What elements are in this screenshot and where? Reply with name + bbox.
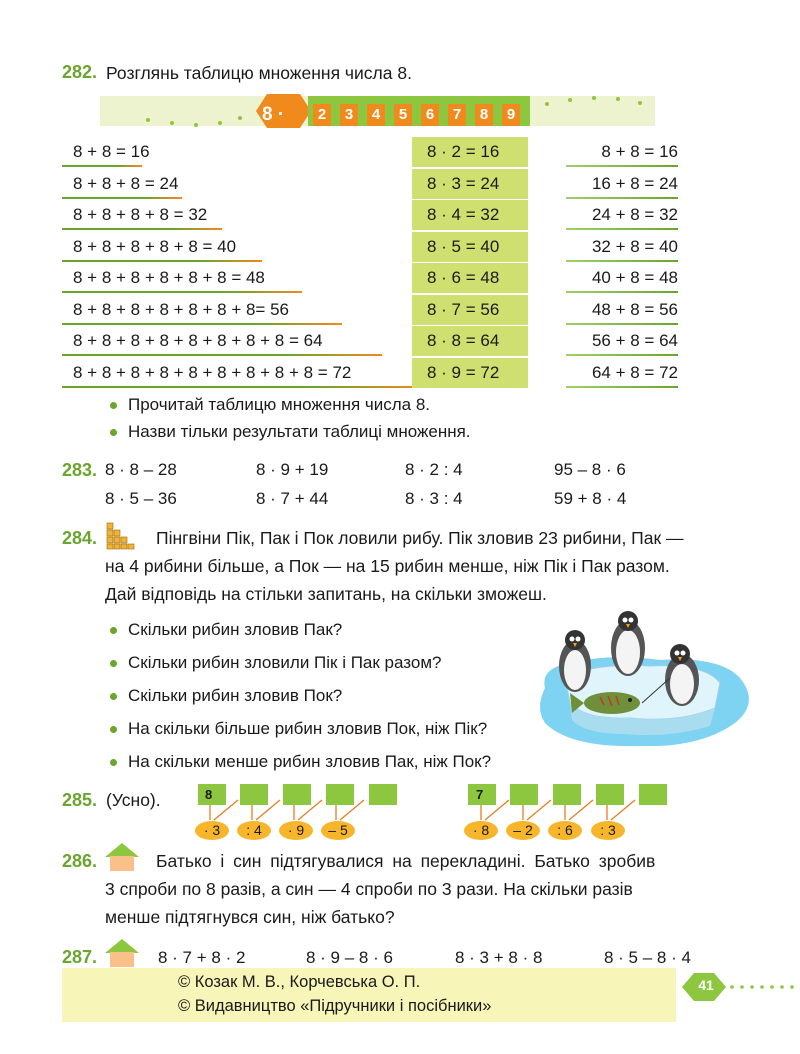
operation-oval: · 3 [195, 821, 229, 840]
exercise-number: 287. [62, 947, 98, 967]
row-underline [62, 386, 422, 388]
multiplication-row: 8 · 4 = 32 [427, 205, 500, 224]
addition-row: 8 + 8 + 8 + 8 + 8 + 8 + 8= 56 [73, 299, 289, 319]
step-addition-row: 48 + 8 = 56 [591, 299, 678, 319]
step-addition-row: 56 + 8 = 64 [591, 331, 678, 350]
copyright-authors: © Козак М. В., Корчевська О. П. [178, 973, 421, 991]
expression: 8 · 9 – 8 · 6 [306, 948, 393, 967]
answer-box[interactable] [326, 784, 354, 805]
header-digit-cell: 7 [448, 104, 466, 126]
expression: 95 – 8 · 6 [554, 460, 626, 479]
chain-start-value: 7 [476, 787, 484, 802]
multiplication-row: 8 · 7 = 56 [427, 299, 500, 319]
step-addition-row: 24 + 8 = 32 [591, 205, 678, 224]
row-underline [566, 228, 678, 230]
expression: 8 · 2 : 4 [405, 460, 463, 479]
question-text: Скільки рибин зловив Пак? [128, 620, 343, 639]
expression: 8 · 8 – 28 [105, 460, 177, 479]
expression: 8 · 7 + 44 [256, 489, 329, 508]
question-text: На скільки більше рибин зловив Пок, ніж Пік? [128, 719, 488, 738]
row-underline [62, 165, 142, 167]
operation-oval: – 5 [321, 821, 355, 840]
operation-oval: · 9 [279, 821, 313, 840]
operation-oval: · 8 [464, 821, 498, 840]
header-multiplier: 8 · [262, 104, 285, 125]
addition-row: 8 + 8 = 16 [73, 142, 150, 161]
bullet-icon [110, 627, 117, 634]
expression: 8 · 5 – 8 · 4 [604, 948, 691, 967]
operation-oval: – 2 [506, 821, 540, 840]
row-underline [62, 291, 302, 293]
row-underline [62, 354, 382, 356]
exercise-number: 285. [62, 790, 98, 810]
header-digit-cell: 8 [475, 104, 493, 126]
problem-text: на 4 рибини більше, а Пок — на 15 рибин менше, ніж Пік і Пак разом. [105, 556, 670, 576]
answer-box[interactable] [553, 784, 581, 805]
addition-row: 8 + 8 + 8 = 24 [73, 173, 179, 193]
answer-box[interactable] [240, 784, 268, 805]
answer-box[interactable] [639, 784, 667, 805]
answer-box[interactable] [596, 784, 624, 805]
header-digit-cell: 3 [340, 104, 358, 126]
exercise-number: 283. [62, 460, 98, 480]
bullet-icon [110, 693, 117, 700]
addition-row: 8 + 8 + 8 + 8 + 8 + 8 + 8 + 8 = 64 [73, 331, 323, 350]
answer-box[interactable] [283, 784, 311, 805]
step-addition-row: 64 + 8 = 72 [591, 362, 678, 382]
operation-oval: : 6 [548, 821, 582, 840]
row-underline [566, 291, 678, 293]
multiplication-row: 8 · 3 = 24 [427, 173, 500, 193]
row-underline [566, 323, 678, 325]
header-digit-cell: 2 [313, 104, 331, 126]
row-underline [566, 386, 678, 388]
multiplication-row: 8 · 6 = 48 [427, 268, 500, 287]
copyright-publisher: © Видавництво «Підручники і посібники» [178, 997, 492, 1015]
step-addition-row: 40 + 8 = 48 [591, 268, 678, 287]
header-digit-cell: 5 [394, 104, 412, 126]
step-addition-row: 8 + 8 = 16 [601, 142, 678, 161]
exercise-number: 282. [62, 62, 98, 82]
page-number: 41 [698, 977, 714, 993]
row-underline [566, 260, 678, 262]
row-underline [62, 228, 222, 230]
header-digit-cell: 6 [421, 104, 439, 126]
exercise-title: Розглянь таблицю множення числа 8. [106, 63, 412, 83]
addition-row: 8 + 8 + 8 + 8 + 8 + 8 + 8 + 8 + 8 = 72 [73, 362, 352, 382]
multiplication-row: 8 · 8 = 64 [427, 331, 500, 350]
penguins-illustration [530, 608, 770, 758]
question-text: Скільки рибин зловили Пік і Пак разом? [128, 653, 442, 672]
question-text: Скільки рибин зловив Пок? [128, 686, 343, 705]
answer-box[interactable] [369, 784, 397, 805]
bullet-icon [110, 429, 117, 436]
row-underline [62, 260, 262, 262]
row-underline [566, 197, 678, 199]
multiplication-row: 8 · 2 = 16 [427, 142, 500, 161]
exercise-note: (Усно). [106, 790, 161, 810]
bullet-text: Прочитай таблицю множення числа 8. [128, 395, 431, 414]
chain-start-box [468, 784, 496, 805]
addition-row: 8 + 8 + 8 + 8 + 8 = 40 [73, 236, 237, 256]
row-underline [566, 165, 678, 167]
step-addition-row: 32 + 8 = 40 [591, 236, 678, 256]
expression: 8 · 7 + 8 · 2 [158, 948, 246, 967]
problem-text: Дай відповідь на стільки запитань, на скільки зможеш. [105, 584, 547, 604]
bullet-icon [110, 759, 117, 766]
addition-row: 8 + 8 + 8 + 8 = 32 [73, 205, 208, 224]
blocks-icon [106, 522, 140, 550]
expression: 8 · 5 – 36 [105, 489, 177, 508]
row-underline [566, 354, 678, 356]
bullet-icon [110, 726, 117, 733]
addition-row: 8 + 8 + 8 + 8 + 8 + 8 = 48 [73, 268, 265, 287]
problem-text: Батько і син підтягувалися на перекладині. Батько зробив [156, 851, 656, 871]
operation-oval: : 3 [591, 821, 625, 840]
bullet-icon [110, 402, 117, 409]
header-digit-cell: 4 [367, 104, 385, 126]
problem-text: менше підтягнувся син, ніж батько? [105, 907, 395, 927]
chain-start-value: 8 [205, 787, 213, 802]
question-text: На скільки менше рибин зловив Пак, ніж Пок? [128, 752, 492, 771]
row-underline [62, 197, 182, 199]
exercise-number: 286. [62, 851, 98, 871]
expression: 59 + 8 · 4 [554, 489, 627, 508]
house-icon [104, 938, 140, 968]
problem-text: Пінгвіни Пік, Пак і Пок ловили рибу. Пік зловив 23 рибини, Пак — [156, 528, 684, 548]
expression: 8 · 3 + 8 · 8 [455, 948, 543, 967]
operation-oval: : 4 [237, 821, 271, 840]
exercise-number: 284. [62, 528, 98, 548]
row-underline [62, 323, 342, 325]
chain-start-box [198, 784, 226, 805]
header-digit-cell: 9 [502, 104, 520, 126]
house-icon [104, 842, 140, 872]
problem-text: 3 спроби по 8 разів, а син — 4 спроби по 3 рази. На скільки разів [105, 879, 633, 899]
bullet-icon [110, 660, 117, 667]
multiplication-row: 8 · 5 = 40 [427, 236, 500, 256]
step-addition-row: 16 + 8 = 24 [591, 173, 678, 193]
bullet-text: Назви тільки результати таблиці множення. [128, 422, 471, 441]
expression: 8 · 3 : 4 [405, 489, 463, 508]
multiplication-row: 8 · 9 = 72 [427, 362, 500, 382]
answer-box[interactable] [510, 784, 538, 805]
expression: 8 · 9 + 19 [256, 460, 329, 479]
